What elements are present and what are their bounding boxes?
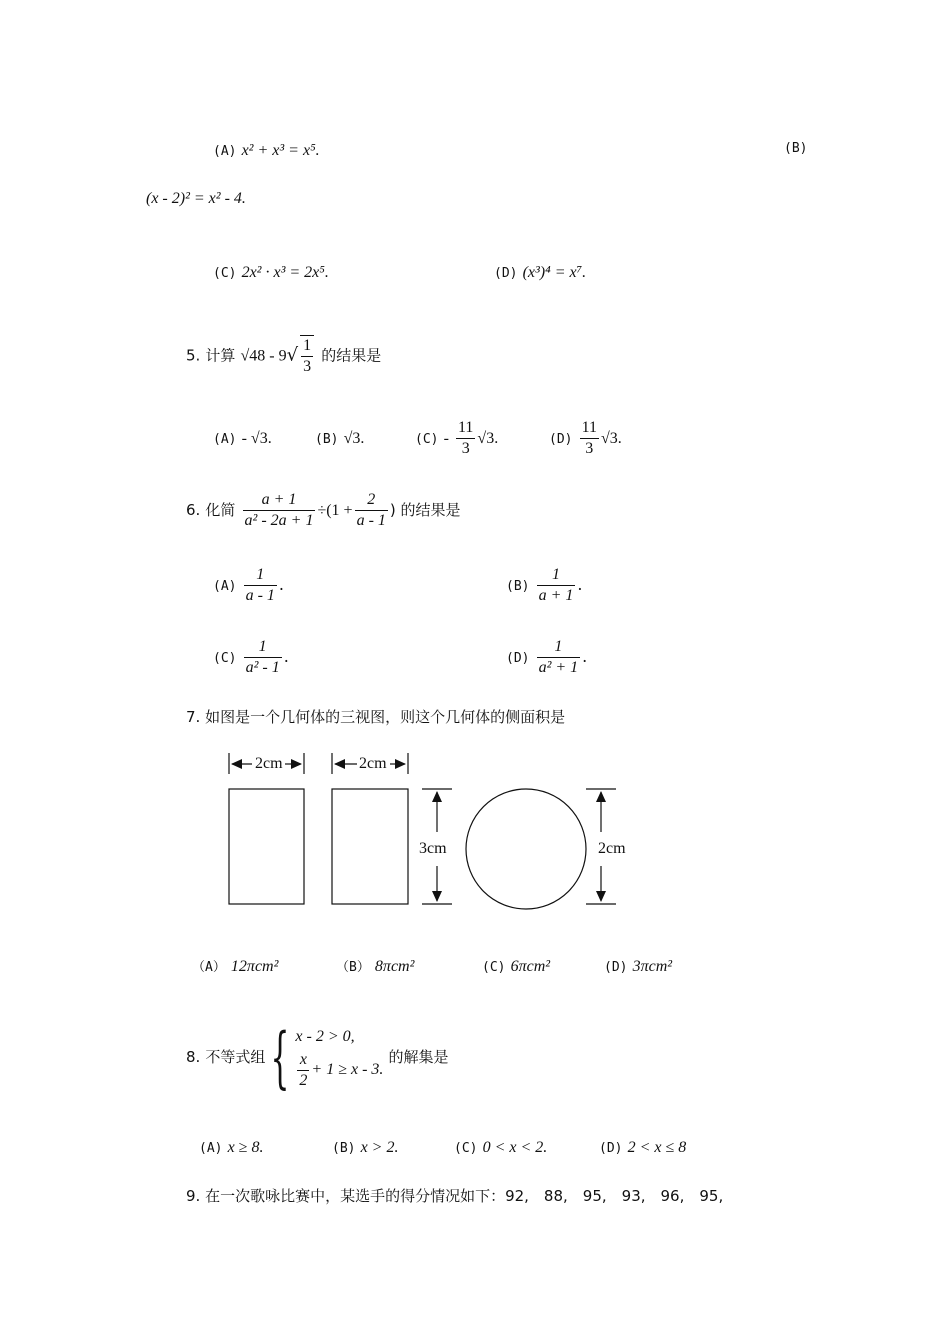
q6-option-c-label: (C)	[213, 651, 237, 666]
q5-option-c-expr: √3.	[477, 430, 499, 447]
q5-option-b-label: (B)	[315, 432, 339, 447]
q8-number: 8.	[186, 1048, 201, 1066]
q7-option-c-expr: 6πcm²	[510, 958, 551, 975]
circle-arrow-up-icon	[596, 791, 606, 802]
front-arrow-right-icon	[291, 759, 302, 769]
q6-option-c: (C) $\frac{1}{\text{a² - 1}}$ .	[213, 638, 289, 676]
q7-option-b	[336, 956, 414, 976]
q6-option-d-fraction: $\frac{1}{\text{a² + 1}}$	[538, 638, 579, 676]
q7-option-d-expr: 3πcm²	[632, 958, 673, 975]
q4-option-d-expr: (x³)⁴ = x⁷.	[522, 264, 587, 281]
side-arrow-right-icon	[395, 759, 406, 769]
q8-tail: 的解集是	[388, 1048, 449, 1066]
front-view-rect	[229, 789, 304, 904]
q5-option-a-expr: - √3.	[241, 430, 272, 447]
q8-option-d	[599, 1137, 686, 1157]
q4-option-b-expr: (x - 2)² = x² - 4.	[146, 190, 246, 207]
q6-second-fraction: $\frac{2}{a - 1}$	[356, 491, 386, 529]
q8-option-d-expr: 2 < x ≤ 8	[627, 1139, 687, 1156]
q8-option-c	[454, 1137, 547, 1157]
q8-stem-text: 不等式组	[205, 1048, 266, 1066]
q6-tail: ) 的结果是	[389, 501, 461, 519]
q6-option-d: (D) $\frac{1}{\text{a² + 1}}$ .	[506, 638, 588, 676]
q5-radical-icon: √	[286, 344, 299, 366]
q4-option-b-label: (B)	[784, 141, 808, 156]
side-view-rect	[332, 789, 408, 904]
q5-option-c-fraction: $\frac{11}{3}$	[458, 419, 474, 457]
q8-option-d-label: (D)	[599, 1141, 623, 1156]
top-view-circle	[466, 789, 586, 909]
q5-expr-left: √48 - 9	[240, 347, 287, 365]
q8-stem	[186, 1018, 449, 1096]
q8-option-b-label: (B)	[332, 1141, 356, 1156]
q4-option-d-label: (D)	[494, 266, 518, 281]
q8-option-b-expr: x > 2.	[360, 1139, 399, 1156]
q4-option-a-expr: x² + x³ = x⁵.	[241, 142, 320, 159]
q6-option-d-label: (D)	[506, 651, 530, 666]
front-arrow-left-icon	[231, 759, 242, 769]
side-width-label: 2cm	[359, 755, 387, 772]
q5-option-d-fraction: $\frac{11}{3}$	[581, 419, 597, 457]
q8-option-a-expr: x ≥ 8.	[227, 1139, 264, 1156]
q9-stem: 9. 在一次歌咏比赛中，某选手的得分情况如下：92, 88, 95, 93, 96, 95,	[186, 1187, 724, 1205]
q8-inequality-system: x - 2 > 0, $\frac{x}{2}$ + 1 ≥ x - 3.	[295, 1024, 383, 1091]
q7-stem: 7. 如图是一个几何体的三视图，则这个几何体的侧面积是	[186, 708, 566, 726]
side-arrow-left-icon	[334, 759, 345, 769]
q5-stem-text: 计算	[205, 346, 236, 365]
q7-option-a-expr: 12πcm²	[230, 958, 279, 975]
q8-line2-rest: + 1 ≥ x - 3.	[311, 1061, 384, 1079]
height-arrow-up-icon	[432, 791, 442, 802]
q6-main-fraction: $\frac{a + 1}{\text{a² - 2a + 1}}$	[244, 491, 314, 529]
circle-diameter-label: 2cm	[598, 840, 626, 857]
q7-option-b-label: （B）	[336, 960, 370, 975]
q4-option-c-label: (C)	[213, 266, 237, 281]
q5-option-c-sign: -	[443, 430, 449, 447]
q8-option-b	[332, 1137, 398, 1157]
q8-option-a-label: (A)	[199, 1141, 223, 1156]
q7-option-c	[482, 956, 550, 976]
q7-option-c-label: (C)	[482, 960, 506, 975]
q6-number: 6.	[186, 501, 201, 519]
q5-option-d-expr: √3.	[600, 430, 622, 447]
q6-option-b-label: (B)	[506, 579, 530, 594]
q6-option-c-fraction: $\frac{1}{\text{a² - 1}}$	[245, 638, 280, 676]
q6-option-a: (A) $\frac{1}{a - 1}$ .	[213, 566, 284, 604]
q5-option-d-label: (D)	[549, 432, 573, 447]
q4-option-c-expr: 2x² · x³ = 2x⁵.	[241, 264, 329, 281]
q5-fraction: $\frac{1}{3}$	[300, 335, 314, 377]
circle-arrow-down-icon	[596, 891, 606, 902]
q5-number: 5.	[186, 346, 201, 365]
q8-option-c-label: (C)	[454, 1141, 478, 1156]
q8-option-c-expr: 0 < x < 2.	[482, 1139, 548, 1156]
q7-option-a	[192, 956, 278, 976]
q6-option-b-fraction: $\frac{1}{a + 1}$	[538, 566, 574, 604]
q7-option-d	[604, 956, 672, 976]
height-arrow-down-icon	[432, 891, 442, 902]
q5-option-c-label: (C)	[415, 432, 439, 447]
q4-option-a-label: (A)	[213, 144, 237, 159]
q5-option-b-expr: √3.	[343, 430, 365, 447]
q5-option-a-label: (A)	[213, 432, 237, 447]
height-label: 3cm	[419, 840, 447, 857]
q8-line1: x - 2 > 0,	[295, 1028, 355, 1045]
q6-option-a-fraction: $\frac{1}{a - 1}$	[245, 566, 275, 604]
q5-tail: 的结果是	[321, 346, 382, 365]
front-width-label: 2cm	[255, 755, 283, 772]
q6-option-b: (B) $\frac{1}{a + 1}$ .	[506, 566, 583, 604]
q6-stem-text: 化简	[205, 501, 236, 519]
q7-option-b-expr: 8πcm²	[374, 958, 415, 975]
q6-option-a-label: (A)	[213, 579, 237, 594]
q8-option-a	[199, 1137, 263, 1157]
q7-option-a-label: （A）	[192, 960, 226, 975]
left-brace-icon: {	[270, 1018, 290, 1096]
q6-mid: ÷(1 +	[317, 502, 353, 519]
q7-option-d-label: (D)	[604, 960, 628, 975]
